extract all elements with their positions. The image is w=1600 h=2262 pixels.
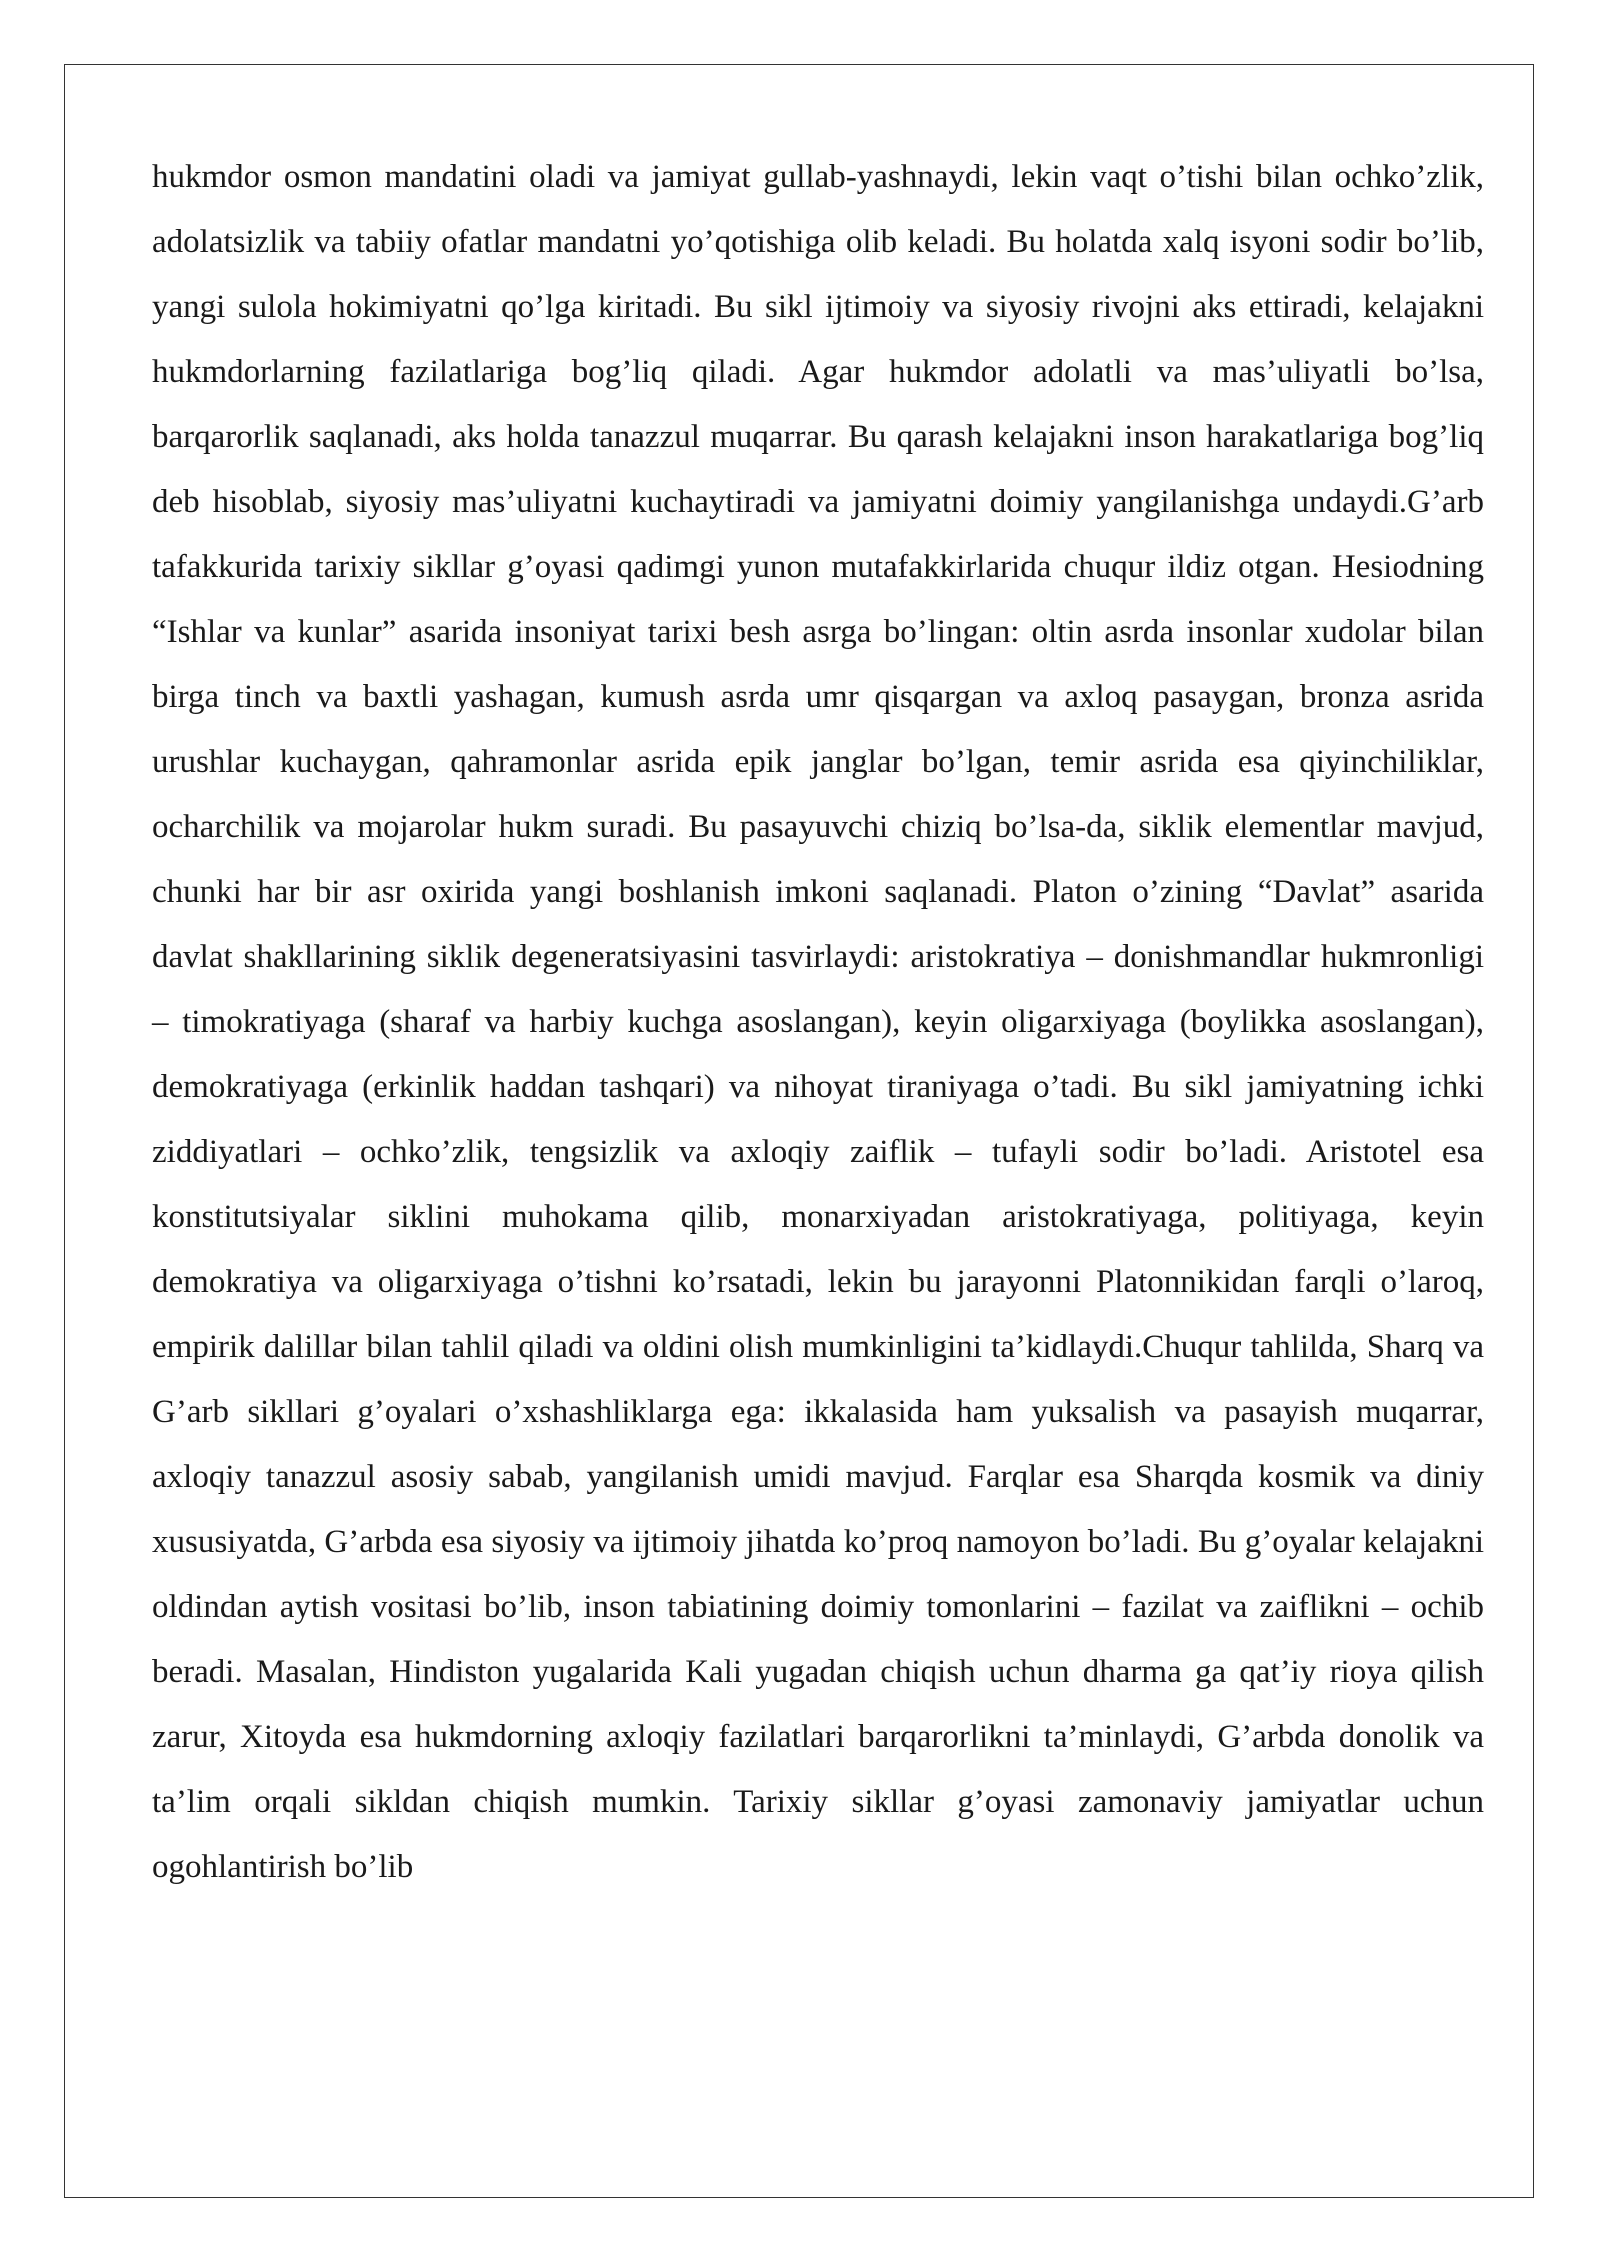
body-paragraph: hukmdor osmon mandatini oladi va jamiyat gullab-yashnaydi, lekin vaqt o’tishi bilan ochko’zlik, adolatsizlik va tabiiy ofatlar mandatni yo’qotishiga olib keladi. Bu holatda xalq isyoni sodir bo’lib, yangi sulola hokimiyatni qo’lga kiritadi. Bu sikl ijtimoiy va siyosiy rivojni aks ettiradi, kelajakni hukmdorlarning fazilatlariga bog’liq qiladi. Agar hukmdor adolatli va mas’uliyatli bo’lsa, barqarorlik saqlanadi, aks holda tanazzul muqarrar. Bu qarash kelajakni inson harakatlariga bog’liq deb hisoblab, siyosiy mas’uliyatni kuchaytiradi va jamiyatni doimiy yangilanishga undaydi.G’arb tafakkurida tarixiy sikllar g’oyasi qadimgi yunon mutafakkirlarida chuqur ildiz otgan. Hesiodning “Ishlar va kunlar” asarida insoniyat tarixi besh asrga bo’lingan: oltin asrda insonlar xudolar bilan birga tinch va baxtli yashagan, kumush asrda umr qisqargan va axloq pasaygan, bronza asrida urushlar kuchaygan, qahramonlar asrida epik janglar bo’lgan, temir asrida esa qiyinchiliklar, ocharchilik va mojarolar hukm suradi. Bu pasayuvchi chiziq bo’lsa-da, siklik elementlar mavjud, chunki har bir asr oxirida yangi boshlanish imkoni saqlanadi. Platon o’zining “Davlat” asarida davlat shakllarining siklik degeneratsiyasini tasvirlaydi: aristokratiya – donishmandlar hukmronligi – timokratiyaga (sharaf va harbiy kuchga asoslangan), keyin oligarxiyaga (boylikka asoslangan), demokratiyaga (erkinlik haddan tashqari) va nihoyat tiraniyaga o’tadi. Bu sikl jamiyatning ichki ziddiyatlari – ochko’zlik, tengsizlik va axloqiy zaiflik – tufayli sodir bo’ladi. Aristotel esa konstitutsiyalar siklini muhokama qilib, monarxiyadan aristokratiyaga, politiyaga, keyin demokratiya va oligarxiyaga o’tishni ko’rsatadi, lekin bu jarayonni Platonnikidan farqli o’laroq, empirik dalillar bilan tahlil qiladi va oldini olish mumkinligini ta’kidlaydi.Chuqur tahlilda, Sharq va G’arb sikllari g’oyalari o’xshashliklarga ega: ikkalasida ham yuksalish va pasayish muqarrar, axloqiy tanazzul asosiy sabab, yangilanish umidi mavjud. Farqlar esa Sharqda kosmik va diniy xususiyatda, G’arbda esa siyosiy va ijtimoiy jihatda ko’proq namoyon bo’ladi. Bu g’oyalar kelajakni oldindan aytish vositasi bo’lib, inson tabiatining doimiy tomonlarini – fazilat va zaiflikni – ochib beradi. Masalan, Hindiston yugalarida Kali yugadan chiqish uchun dharma ga qat’iy rioya qilish zarur, Xitoyda esa hukmdorning axloqiy fazilatlari barqarorlikni ta’minlaydi, G’arbda donolik va ta’lim orqali sikldan chiqish mumkin. Tarixiy sikllar g’oyasi zamonaviy jamiyatlar uchun ogohlantirish bo’lib bbox=[152, 159, 1484, 1885]
